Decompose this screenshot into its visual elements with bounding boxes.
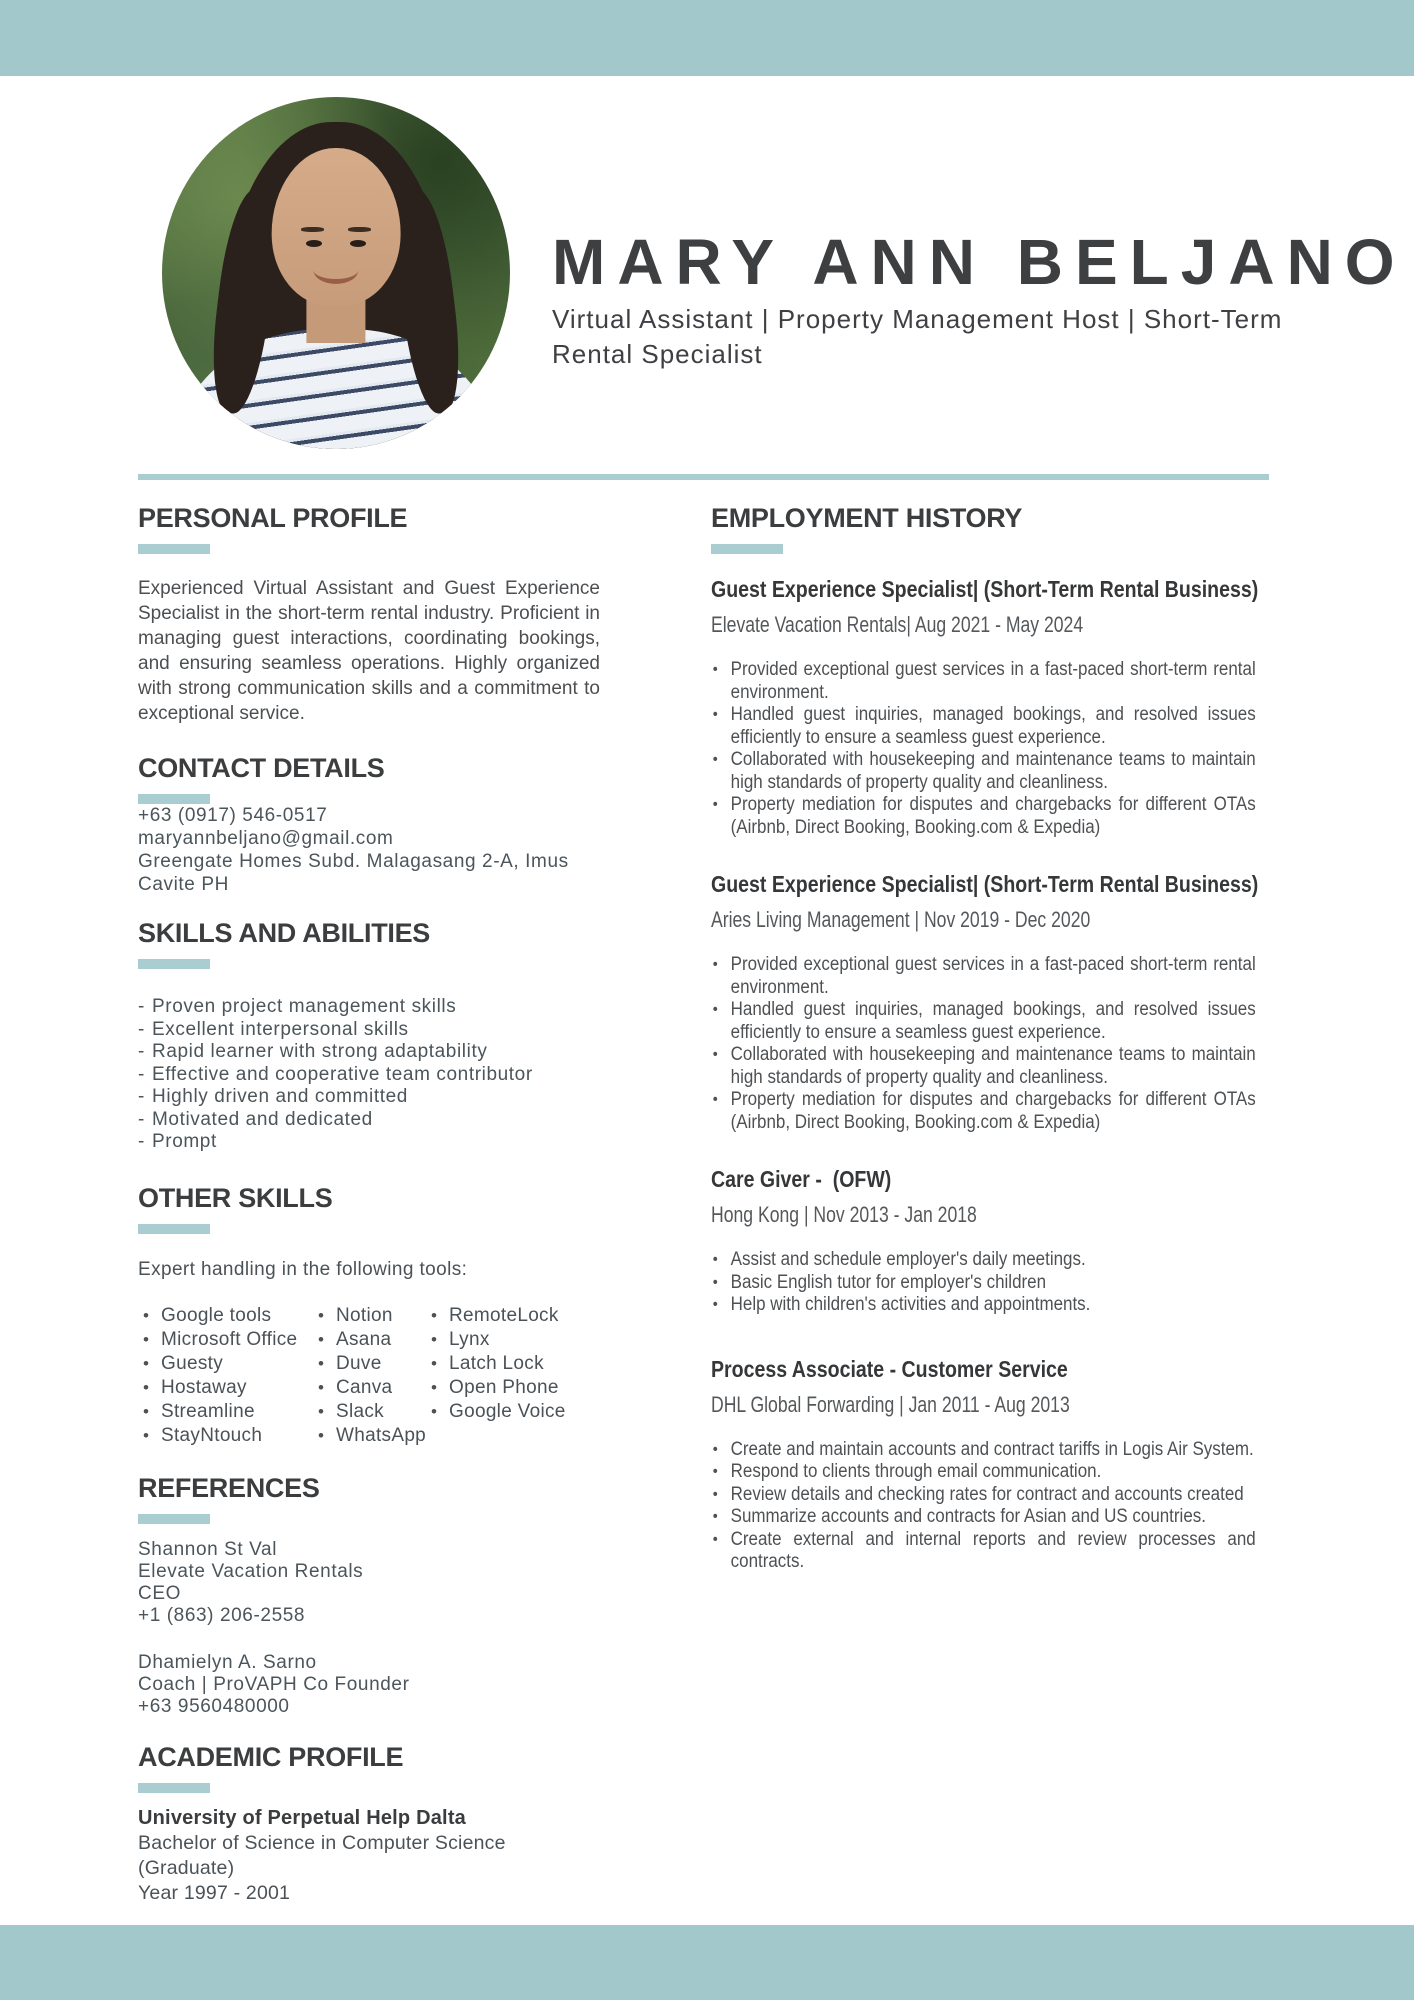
job-company-dates: Elevate Vacation Rentals| Aug 2021 - May 2024 <box>711 612 1084 637</box>
job-title: Guest Experience Specialist| (Short-Term Rental Business) <box>711 871 1259 897</box>
reference-entry <box>138 1539 600 1628</box>
section-contact-details <box>138 755 600 896</box>
job-bullet: • Summarize accounts and contracts for Asian and US countries. <box>711 1506 1256 1529</box>
academic-heading: ACADEMIC PROFILE <box>138 1741 404 1772</box>
header <box>552 226 1407 372</box>
tool-item: • Google Voice <box>426 1400 566 1424</box>
profile-photo <box>162 97 510 449</box>
job-bullet: • Provided exceptional guest services in a fast-paced short-term rental environment. <box>711 954 1256 999</box>
left-column <box>138 505 600 1906</box>
reference-lines <box>138 1652 600 1719</box>
contact-line: maryannbeljano@gmail.com <box>138 828 394 849</box>
tool-item: • Slack <box>313 1400 426 1424</box>
tool-item: • Guesty <box>138 1352 313 1376</box>
job-bullet: • Help with children's activities and appointments. <box>711 1294 1256 1317</box>
reference-line: Shannon St Val <box>138 1538 278 1560</box>
job-entry <box>711 1357 1279 1574</box>
accent-bar <box>138 794 210 804</box>
job-title: Process Associate - Customer Service <box>711 1355 1068 1382</box>
job-company-dates: Aries Living Management | Nov 2019 - Dec 2020 <box>711 907 1091 932</box>
tool-item: • Duve <box>313 1352 426 1376</box>
reference-line: Dhamielyn A. Sarno <box>138 1651 317 1673</box>
skills-list <box>138 996 600 1154</box>
tool-item: • RemoteLock <box>426 1304 566 1328</box>
section-skills-abilities <box>138 920 600 1154</box>
job-bullet: • Assist and schedule employer's daily meetings. <box>711 1249 1256 1272</box>
top-accent-band <box>0 0 1414 76</box>
personal-profile-heading: PERSONAL PROFILE <box>138 503 408 533</box>
tools-column <box>426 1304 566 1448</box>
bottom-accent-band <box>0 1925 1414 2000</box>
job-bullet: • Basic English tutor for employer's children <box>711 1272 1256 1295</box>
tools-grid <box>138 1304 600 1448</box>
accent-bar <box>138 959 210 969</box>
reference-list <box>138 1539 600 1719</box>
job-bullet: • Review details and checking rates for contract and accounts created <box>711 1484 1256 1507</box>
tools-column <box>313 1304 426 1448</box>
accent-bar <box>138 544 210 554</box>
academic-school: University of Perpetual Help Dalta <box>138 1806 467 1829</box>
employment-history-heading: EMPLOYMENT HISTORY <box>711 503 1023 533</box>
academic-degree: Bachelor of Science in Computer Science (Graduate) <box>138 1831 506 1879</box>
job-entry <box>711 1167 1279 1317</box>
tools-column <box>138 1304 313 1448</box>
skills-heading: SKILLS AND ABILITIES <box>138 918 431 948</box>
academic-years: Year 1997 - 2001 <box>138 1881 291 1904</box>
reference-line: +1 (863) 206-2558 <box>138 1605 306 1627</box>
photo-brow-left <box>301 227 324 232</box>
job-bullets <box>711 954 1256 1134</box>
reference-entry <box>138 1652 600 1719</box>
references-heading: REFERENCES <box>138 1472 320 1503</box>
job-bullets <box>711 1439 1256 1574</box>
tool-item: • Open Phone <box>426 1376 566 1400</box>
tool-item: • Lynx <box>426 1328 566 1352</box>
contact-details-heading: CONTACT DETAILS <box>138 753 385 783</box>
skill-item: - Effective and cooperative team contributor <box>138 1064 600 1087</box>
skill-item: - Excellent interpersonal skills <box>138 1019 600 1042</box>
accent-bar <box>138 1783 210 1793</box>
skill-item: - Motivated and dedicated <box>138 1109 600 1132</box>
contact-line: Greengate Homes Subd. Malagasang 2-A, Imus Cavite PH <box>138 851 569 895</box>
job-bullet: • Handled guest inquiries, managed bookings, and resolved issues efficiently to ensure a seamless guest experience. <box>711 999 1256 1044</box>
tool-item: • StayNtouch <box>138 1424 313 1448</box>
job-company-dates: DHL Global Forwarding | Jan 2011 - Aug 2013 <box>711 1391 1070 1417</box>
job-entry <box>711 577 1279 839</box>
skill-item: - Proven project management skills <box>138 996 600 1019</box>
person-job-subtitle: Virtual Assistant | Property Management Host | Short-Term Rental Specialist <box>552 304 1283 369</box>
section-personal-profile <box>138 505 600 726</box>
job-bullet: • Provided exceptional guest services in a fast-paced short-term rental environment. <box>711 659 1256 704</box>
contact-line: +63 (0917) 546-0517 <box>138 805 328 826</box>
header-divider <box>138 474 1269 480</box>
section-references <box>138 1472 600 1719</box>
job-bullet: • Handled guest inquiries, managed bookings, and resolved issues efficiently to ensure a seamless guest experience. <box>711 704 1256 749</box>
photo-eye-left <box>306 240 322 247</box>
right-column <box>711 505 1279 1574</box>
skill-item: - Highly driven and committed <box>138 1086 600 1109</box>
job-bullets <box>711 1249 1256 1317</box>
tool-item: • Canva <box>313 1376 426 1400</box>
job-bullets <box>711 659 1256 839</box>
accent-bar <box>138 1514 210 1524</box>
reference-line: +63 9560480000 <box>138 1696 290 1718</box>
tool-item: • Hostaway <box>138 1376 313 1400</box>
tools-intro: Expert handling in the following tools: <box>138 1258 468 1280</box>
section-academic-profile <box>138 1741 600 1906</box>
tool-item: • Streamline <box>138 1400 313 1424</box>
job-company-dates: Hong Kong | Nov 2013 - Jan 2018 <box>711 1202 977 1227</box>
reference-line: Coach | ProVAPH Co Founder <box>138 1673 410 1695</box>
reference-lines <box>138 1539 600 1628</box>
job-bullet: • Property mediation for disputes and chargebacks for different OTAs (Airbnb, Direct Booking, Booking.com & Expedia) <box>711 1089 1256 1134</box>
tool-item: • Google tools <box>138 1304 313 1328</box>
personal-profile-text: Experienced Virtual Assistant and Guest Experience Specialist in the short-term rental industry. Proficient in managing guest interactions, coordinating bookings, and ensuring seamless operations. Highly organized with strong communication skills and a commitment to exceptional service. <box>138 578 600 724</box>
job-entry <box>711 872 1279 1134</box>
job-bullet: • Collaborated with housekeeping and maintenance teams to maintain high standards of property quality and cleanliness. <box>711 749 1256 794</box>
tool-item: • Notion <box>313 1304 426 1328</box>
other-skills-heading: OTHER SKILLS <box>138 1182 333 1213</box>
job-bullet: • Property mediation for disputes and chargebacks for different OTAs (Airbnb, Direct Booking, Booking.com & Expedia) <box>711 794 1256 839</box>
person-name: MARY ANN BELJANO <box>552 226 1407 298</box>
accent-bar <box>138 1224 210 1234</box>
tool-item: • WhatsApp <box>313 1424 426 1448</box>
section-other-skills <box>138 1182 600 1448</box>
job-bullet: • Respond to clients through email communication. <box>711 1461 1256 1484</box>
tool-item: • Latch Lock <box>426 1352 566 1376</box>
job-bullet: • Collaborated with housekeeping and maintenance teams to maintain high standards of property quality and cleanliness. <box>711 1044 1256 1089</box>
tool-item: • Asana <box>313 1328 426 1352</box>
contact-lines <box>138 804 600 896</box>
job-title: Guest Experience Specialist| (Short-Term Rental Business) <box>711 576 1259 602</box>
skill-item: - Prompt <box>138 1131 600 1154</box>
job-title: Care Giver - (OFW) <box>711 1166 892 1192</box>
photo-eye-right <box>350 240 366 247</box>
tool-item: • Microsoft Office <box>138 1328 313 1352</box>
job-bullet: • Create external and internal reports and review processes and contracts. <box>711 1529 1256 1574</box>
skill-item: - Rapid learner with strong adaptability <box>138 1041 600 1064</box>
job-bullet: • Create and maintain accounts and contract tariffs in Logis Air System. <box>711 1439 1256 1462</box>
photo-brow-right <box>348 227 371 232</box>
accent-bar <box>711 544 783 554</box>
reference-line: CEO <box>138 1583 181 1605</box>
job-list <box>711 577 1279 1574</box>
reference-line: Elevate Vacation Rentals <box>138 1560 364 1582</box>
